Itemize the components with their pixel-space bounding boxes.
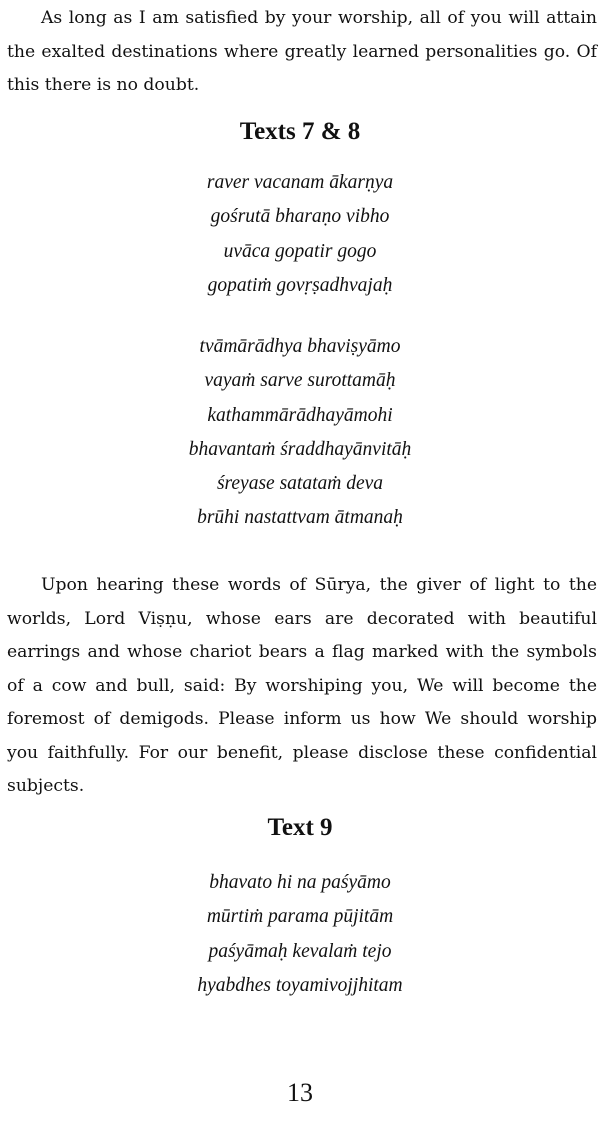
verse-line: vayaṁ sarve surottamāḥ [204,370,396,392]
verse-line: gośrutā bharaṇo vibho [210,206,390,228]
page-number: 13 [287,1078,313,1107]
verse-stanza-1 [0,166,600,303]
verse-line: mūrtiṁ parama pūjitām [206,906,394,928]
verse-line: uvāca gopatir gogo [223,240,377,262]
heading-texts-7-8: Texts 7 & 8 [239,118,361,145]
verse-line: hyabdhes toyamivojjhitam [197,974,403,996]
verse-line: brūhi nastattvam ātmanaḥ [197,507,403,529]
verse-line: tvāmārādhya bhaviṣyāmo [199,336,401,357]
verse-line: gopatiṁ govṛṣadhvajaḥ [207,274,393,296]
verse-line: bhavantaṁ śraddhayānvitāḥ [188,438,412,460]
verse-stanza-3 [0,866,600,1003]
paragraph-intro: As long as I am satisfied by your worship, all of you will attain the exalted destinations where greatly learned personalities go. Of this there is no doubt. [7,8,597,95]
paragraph-translation: Upon hearing these words of Sūrya, the giver of light to the worlds, Lord Viṣṇu, whose ears are decorated with beautiful earrings and whose chariot bears a flag marked with the symbols of a cow and bull, said: By worshiping you, We will become the foremost of demigods. Please inform us how We should worship you faithfully. For our benefit, please disclose these confidential subjects. [7,575,597,796]
verse-line: bhavato hi na paśyāmo [209,872,391,893]
verse-line: śreyase satataṁ deva [216,473,384,495]
heading-text-9: Text 9 [267,814,333,841]
verse-line: raver vacanam ākarṇya [206,172,394,193]
verse-line: kathammārādhayāmohi [207,404,393,426]
verse-stanza-2 [0,330,600,536]
verse-line: paśyāmaḥ kevalaṁ tejo [208,940,392,962]
